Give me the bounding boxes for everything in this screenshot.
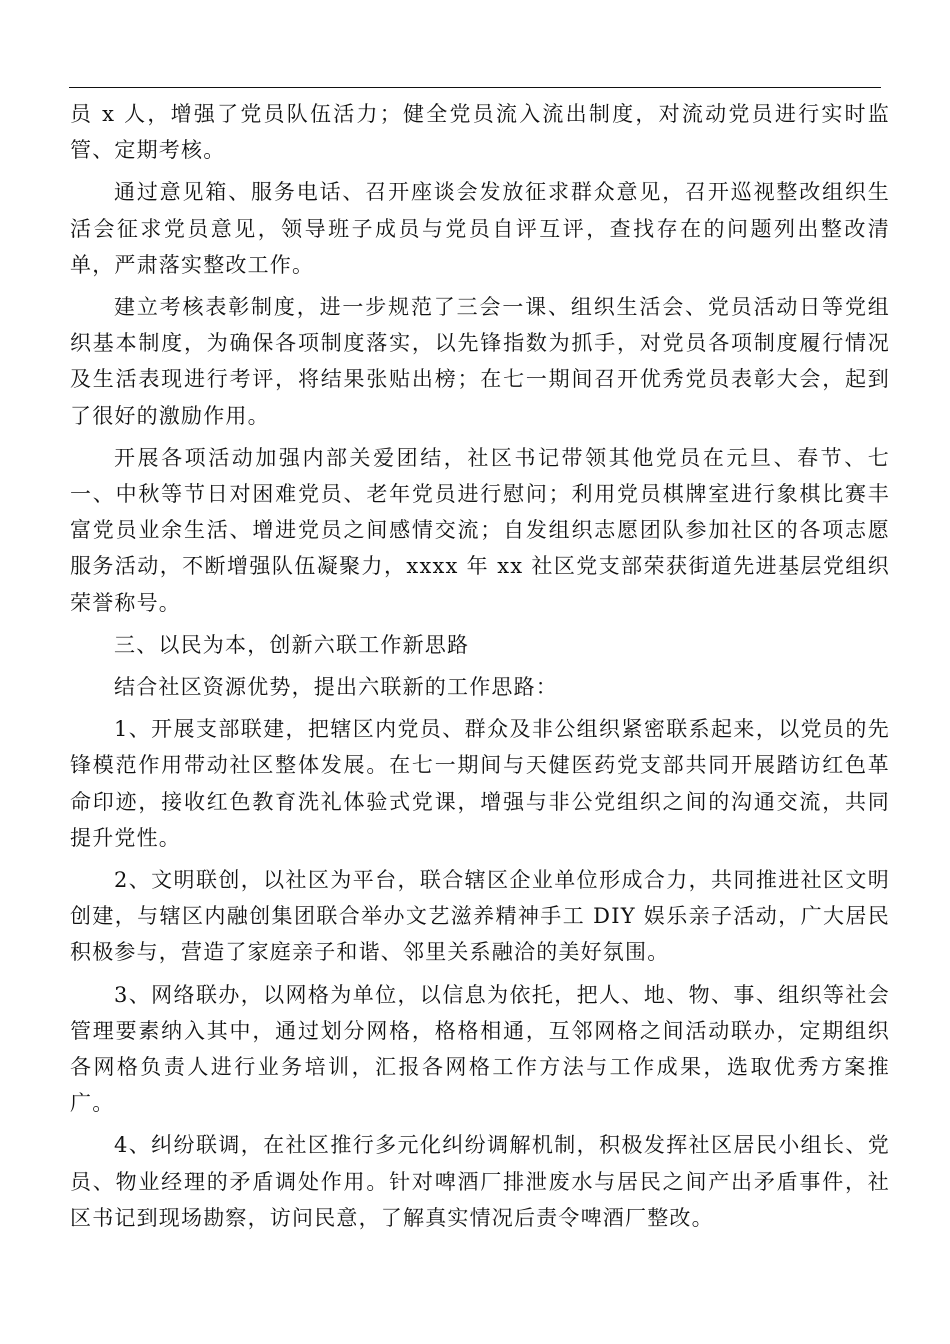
list-item-4: 4、纠纷联调，在社区推行多元化纠纷调解机制，积极发挥社区居民小组长、党员、物业经理的矛盾调处作用。针对啤酒厂排泄废水与居民之间产出矛盾事件，社区书记到现场勘察，访问民意，了解真实情况后责令啤酒厂整改。 [70,1133,890,1230]
document-body [70,96,890,1242]
paragraph-intro: 结合社区资源优势，提出六联新的工作思路： [114,675,558,700]
list-item-1: 1、开展支部联建，把辖区内党员、群众及非公组织紧密联系起来，以党员的先锋模范作用带动社区整体发展。在七一期间与天健医药党支部共同开展踏访红色革命印迹，接收红色教育洗礼体验式党课，增强与非公党组织之间的沟通交流，共同提升党性。 [70,717,890,850]
list-item-3: 3、网络联办，以网格为单位，以信息为依托，把人、地、物、事、组织等社会管理要素纳入其中，通过划分网格，格格相通，互邻网格之间活动联办，定期组织各网格负责人进行业务培训，汇报各网格工作方法与工作成果，选取优秀方案推广。 [70,982,890,1116]
paragraph-2: 通过意见箱、服务电话、召开座谈会发放征求群众意见，召开巡视整改组织生活会征求党员意见，领导班子成员与党员自评互评，查找存在的问题列出整改清单，严肃落实整改工作。 [70,180,890,277]
header-rule [69,87,881,88]
paragraph-3: 建立考核表彰制度，进一步规范了三会一课、组织生活会、党员活动日等党组织基本制度，为确保各项制度落实，以先锋指数为抓手，对党员各项制度履行情况及生活表现进行考评，将结果张贴出榜；在七一期间召开优秀党员表彰大会，起到了很好的激励作用。 [70,295,890,428]
paragraph-4: 开展各项活动加强内部关爱团结，社区书记带领其他党员在元旦、春节、七一、中秋等节日对困难党员、老年党员进行慰问；利用党员棋牌室进行象棋比赛丰富党员业余生活、增进党员之间感情交流；自发组织志愿团队参加社区的各项志愿服务活动，不断增强队伍凝聚力，xxxx 年 xx 社区党支部荣获街道先进基层党组织荣誉称号。 [70,445,890,615]
list-item-2: 2、文明联创，以社区为平台，联合辖区企业单位形成合力，共同推进社区文明创建，与辖区内融创集团联合举办文艺滋养精神手工 DIY 娱乐亲子活动，广大居民积极参与，营造了家庭亲子和谐、邻里关系融洽的美好氛围。 [70,868,890,965]
paragraph-1: 员 x 人，增强了党员队伍活力；健全党员流入流出制度，对流动党员进行实时监管、定期考核。 [70,102,890,163]
section-heading: 三、以民为本，创新六联工作新思路 [114,632,470,657]
